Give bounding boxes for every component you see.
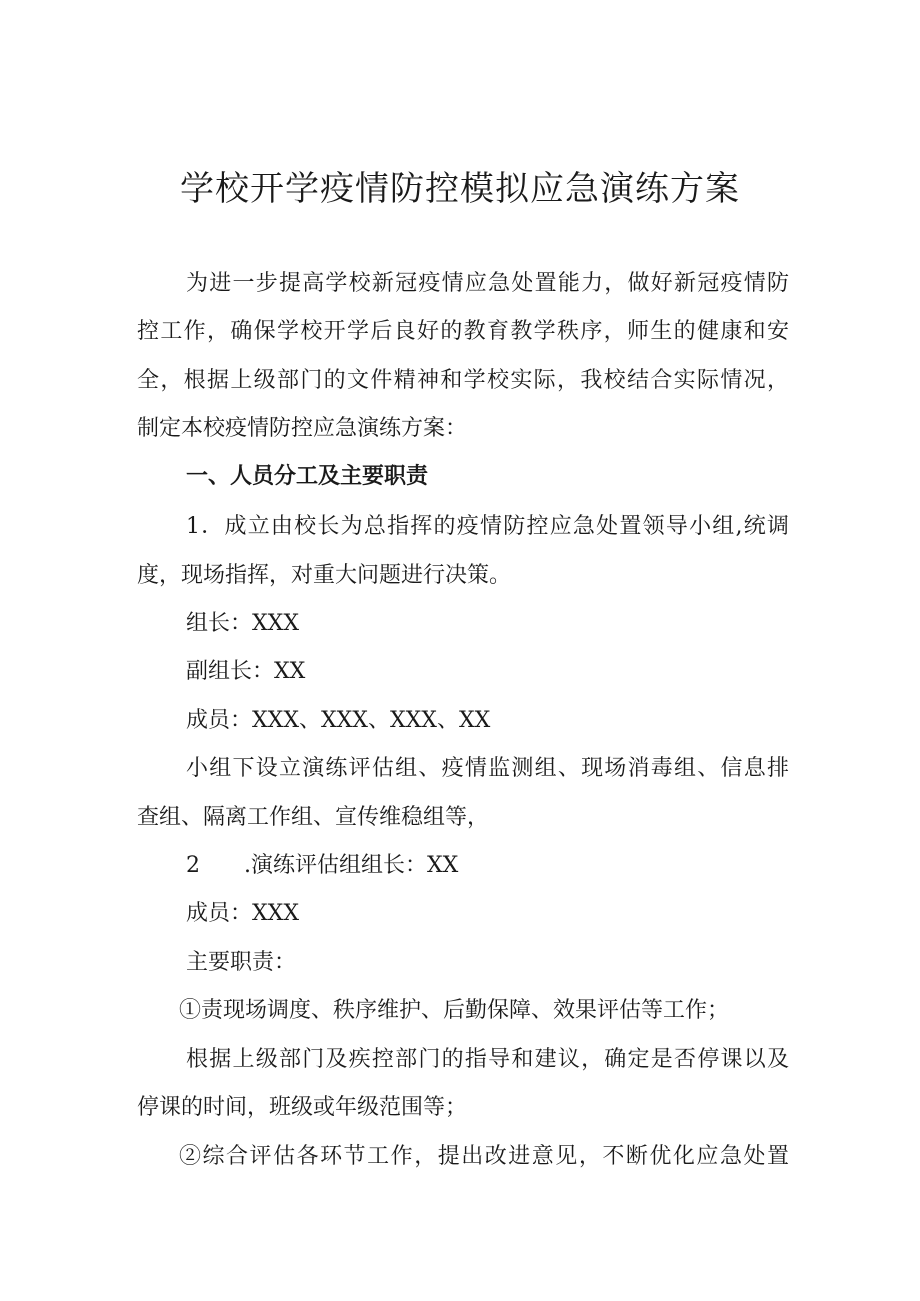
deputy-leader-line: 副组长：XX	[186, 659, 306, 684]
leader-line: 组长：XXX	[186, 611, 299, 636]
paragraph-line: 停课的时间，班级或年级范围等；	[137, 1095, 468, 1120]
paragraph-line: 为进一步提高学校新冠疫情应急处置能力，做好新冠疫情防	[186, 271, 789, 296]
duty-item: ①责现场调度、秩序维护、后勤保障、效果评估等工作；	[179, 998, 730, 1023]
item-number: 2	[186, 853, 200, 878]
members-line: 成员：XXX、XXX、XXX、XX	[186, 708, 491, 733]
numbered-item	[186, 851, 458, 881]
paragraph-line: 1．成立由校长为总指挥的疫情防控应急处置领导小组,统调	[186, 514, 789, 539]
item-text: .演练评估组组长：XX	[244, 853, 459, 878]
document-title: 学校开学疫情防控模拟应急演练方案	[180, 169, 740, 209]
paragraph-line: 控工作，确保学校开学后良好的教育教学秩序，师生的健康和安	[137, 319, 789, 344]
paragraph-line: 度，现场指挥，对重大问题进行决策。	[137, 563, 512, 588]
paragraph-line: 小组下设立演练评估组、疫情监测组、现场消毒组、信息排	[186, 756, 789, 781]
section-heading: 一、人员分工及主要职责	[186, 464, 429, 489]
members-line: 成员：XXX	[186, 901, 299, 926]
paragraph-line: 制定本校疫情防控应急演练方案：	[137, 416, 468, 441]
paragraph-line: 查组、隔离工作组、宣传维稳组等，	[137, 805, 490, 830]
paragraph-line: 根据上级部门及疾控部门的指导和建议，确定是否停课以及	[186, 1047, 789, 1072]
paragraph-line: 全，根据上级部门的文件精神和学校实际，我校结合实际情况，	[137, 368, 789, 393]
duties-label: 主要职责：	[186, 950, 297, 975]
duty-item: ②综合评估各环节工作，提出改进意见，不断优化应急处置	[179, 1144, 789, 1169]
